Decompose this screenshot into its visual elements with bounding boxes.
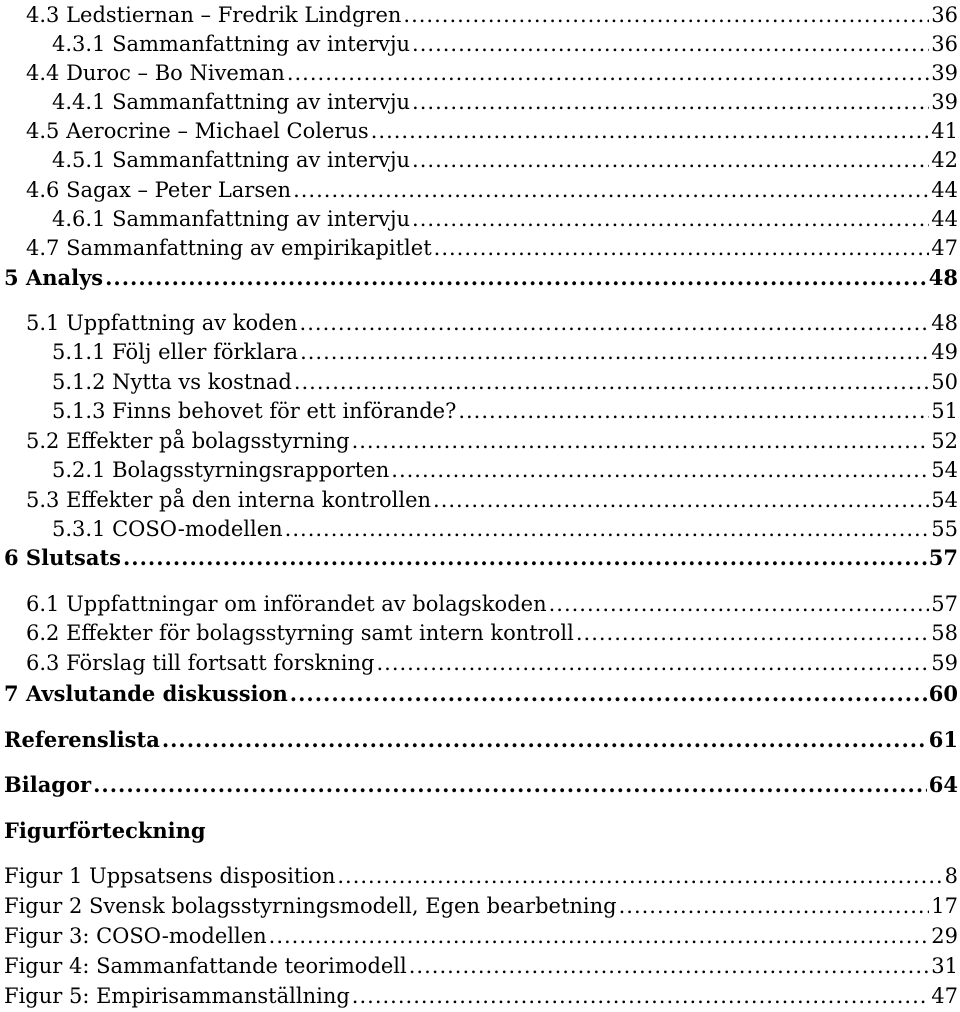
toc-entry-label: 5.3 Effekter på den interna kontrollen bbox=[26, 488, 432, 512]
figure-list-heading: Figurförteckning bbox=[4, 818, 206, 843]
toc-entry-label: 5.2.1 Bolagsstyrningsrapporten bbox=[52, 458, 390, 482]
toc-entry-label: 5 Analys bbox=[4, 265, 104, 290]
toc-entry[interactable] bbox=[26, 178, 958, 202]
toc-entry[interactable] bbox=[52, 148, 958, 172]
toc-entry-page: 57 bbox=[931, 592, 958, 616]
toc-entry-page: 48 bbox=[931, 311, 958, 335]
dot-leader bbox=[352, 429, 930, 453]
dot-leader bbox=[287, 61, 929, 85]
toc-entry-label: 7 Avslutande diskussion bbox=[4, 681, 288, 706]
figure-entry-label: Figur 2 Svensk bolagsstyrningsmodell, Egen bearbetning bbox=[4, 894, 617, 918]
toc-entry-page: 39 bbox=[931, 61, 958, 85]
toc-entry-label: Referenslista bbox=[4, 727, 160, 752]
toc-entry[interactable] bbox=[26, 429, 958, 453]
toc-entry-label: 4.5 Aerocrine – Michael Colerus bbox=[26, 119, 369, 143]
toc-entry[interactable] bbox=[52, 399, 958, 423]
figure-entry-page: 29 bbox=[931, 924, 958, 948]
toc-entry[interactable] bbox=[26, 61, 958, 85]
dot-leader bbox=[409, 954, 930, 978]
toc-entry[interactable] bbox=[52, 458, 958, 482]
toc-entry[interactable] bbox=[52, 90, 958, 114]
toc-entry[interactable] bbox=[26, 311, 958, 335]
dot-leader bbox=[391, 458, 929, 482]
dot-leader bbox=[549, 592, 930, 616]
toc-entry[interactable] bbox=[52, 517, 958, 541]
toc-entry-page: 44 bbox=[931, 178, 958, 202]
toc-entry-page: 54 bbox=[931, 458, 958, 482]
dot-leader bbox=[162, 728, 927, 752]
dot-leader bbox=[412, 148, 929, 172]
figure-entry-page: 47 bbox=[931, 984, 958, 1008]
toc-entry-label: 5.1.1 Följ eller förklara bbox=[52, 340, 299, 364]
dot-leader bbox=[403, 3, 929, 27]
toc-entry-page: 59 bbox=[931, 651, 958, 675]
toc-entry-page: 36 bbox=[931, 32, 958, 56]
dot-leader bbox=[619, 894, 930, 918]
toc-entry-label: 4.6.1 Sammanfattning av intervju bbox=[52, 207, 411, 231]
toc-entry-page: 36 bbox=[931, 3, 958, 27]
toc-entry-label: 4.4.1 Sammanfattning av intervju bbox=[52, 90, 411, 114]
toc-entry-page: 55 bbox=[931, 517, 958, 541]
dot-leader bbox=[337, 864, 942, 888]
toc-entry[interactable] bbox=[26, 119, 958, 143]
toc-entry[interactable] bbox=[52, 370, 958, 394]
toc-entry-label: 6 Slutsats bbox=[4, 545, 121, 570]
dot-leader bbox=[458, 399, 929, 423]
dot-leader bbox=[123, 546, 927, 570]
toc-entry-page: 64 bbox=[928, 772, 958, 797]
figure-entry[interactable] bbox=[4, 864, 958, 888]
toc-chapter-entry[interactable] bbox=[4, 266, 958, 290]
toc-entry[interactable] bbox=[26, 236, 958, 260]
toc-entry[interactable] bbox=[26, 592, 958, 616]
toc-entry-page: 50 bbox=[931, 370, 958, 394]
dot-leader bbox=[412, 207, 929, 231]
toc-entry-label: 5.1 Uppfattning av koden bbox=[26, 311, 298, 335]
toc-entry-page: 47 bbox=[931, 236, 958, 260]
figure-entry[interactable] bbox=[4, 984, 958, 1008]
toc-entry-label: Bilagor bbox=[4, 772, 92, 797]
toc-entry-label: 5.1.3 Finns behovet för ett införande? bbox=[52, 399, 457, 423]
toc-entry-page: 52 bbox=[931, 429, 958, 453]
figure-entry-page: 17 bbox=[931, 894, 958, 918]
toc-entry-page: 48 bbox=[928, 265, 958, 290]
figure-entry[interactable] bbox=[4, 924, 958, 948]
toc-entry-page: 39 bbox=[931, 90, 958, 114]
dot-leader bbox=[300, 340, 929, 364]
toc-entry-page: 51 bbox=[931, 399, 958, 423]
figure-entry[interactable] bbox=[4, 954, 958, 978]
toc-entry-label: 4.6 Sagax – Peter Larsen bbox=[26, 178, 292, 202]
toc-entry-label: 6.2 Effekter för bolagsstyrning samt intern kontroll bbox=[26, 621, 574, 645]
toc-entry[interactable] bbox=[26, 621, 958, 645]
toc-entry[interactable] bbox=[26, 488, 958, 512]
toc-chapter-entry[interactable] bbox=[4, 773, 958, 797]
dot-leader bbox=[293, 178, 929, 202]
figure-entry-page: 8 bbox=[944, 864, 958, 888]
figure-entry-label: Figur 5: Empirisammanställning bbox=[4, 984, 350, 1008]
toc-entry-page: 61 bbox=[928, 727, 958, 752]
figure-entry-page: 31 bbox=[931, 954, 958, 978]
toc-entry[interactable] bbox=[52, 207, 958, 231]
toc-entry[interactable] bbox=[26, 3, 958, 27]
dot-leader bbox=[412, 32, 929, 56]
dot-leader bbox=[376, 651, 929, 675]
dot-leader bbox=[433, 488, 929, 512]
toc-entry-page: 44 bbox=[931, 207, 958, 231]
toc-entry-page: 58 bbox=[931, 621, 958, 645]
dot-leader bbox=[434, 236, 930, 260]
toc-entry[interactable] bbox=[52, 340, 958, 364]
dot-leader bbox=[290, 682, 927, 706]
figure-entry-label: Figur 4: Sammanfattande teorimodell bbox=[4, 954, 407, 978]
toc-entry-page: 54 bbox=[931, 488, 958, 512]
dot-leader bbox=[269, 924, 930, 948]
toc-chapter-entry[interactable] bbox=[4, 682, 958, 706]
dot-leader bbox=[105, 266, 927, 290]
toc-entry-page: 49 bbox=[931, 340, 958, 364]
toc-entry-label: 4.4 Duroc – Bo Niveman bbox=[26, 61, 285, 85]
dot-leader bbox=[371, 119, 930, 143]
toc-entry-label: 4.3.1 Sammanfattning av intervju bbox=[52, 32, 411, 56]
dot-leader bbox=[576, 621, 929, 645]
figure-entry[interactable] bbox=[4, 894, 958, 918]
toc-entry-label: 6.3 Förslag till fortsatt forskning bbox=[26, 651, 375, 675]
toc-chapter-entry[interactable] bbox=[4, 728, 958, 752]
dot-leader bbox=[285, 517, 930, 541]
dot-leader bbox=[352, 984, 929, 1008]
toc-entry[interactable] bbox=[26, 651, 958, 675]
toc-entry-label: 5.3.1 COSO-modellen bbox=[52, 517, 283, 541]
toc-entry-label: 4.5.1 Sammanfattning av intervju bbox=[52, 148, 411, 172]
dot-leader bbox=[294, 370, 929, 394]
dot-leader bbox=[412, 90, 929, 114]
toc-entry-label: 5.2 Effekter på bolagsstyrning bbox=[26, 429, 350, 453]
toc-entry-page: 57 bbox=[928, 545, 958, 570]
toc-entry[interactable] bbox=[52, 32, 958, 56]
toc-entry-page: 42 bbox=[931, 148, 958, 172]
toc-entry-label: 4.3 Ledstiernan – Fredrik Lindgren bbox=[26, 3, 402, 27]
toc-entry-label: 5.1.2 Nytta vs kostnad bbox=[52, 370, 292, 394]
toc-entry-label: 6.1 Uppfattningar om införandet av bolagskoden bbox=[26, 592, 547, 616]
toc-chapter-entry[interactable] bbox=[4, 546, 958, 570]
figure-entry-label: Figur 3: COSO-modellen bbox=[4, 924, 267, 948]
toc-entry-page: 41 bbox=[931, 119, 958, 143]
toc-entry-page: 60 bbox=[928, 681, 958, 706]
figure-entry-label: Figur 1 Uppsatsens disposition bbox=[4, 864, 336, 888]
dot-leader bbox=[93, 773, 927, 797]
toc-entry-label: 4.7 Sammanfattning av empirikapitlet bbox=[26, 236, 432, 260]
dot-leader bbox=[300, 311, 930, 335]
